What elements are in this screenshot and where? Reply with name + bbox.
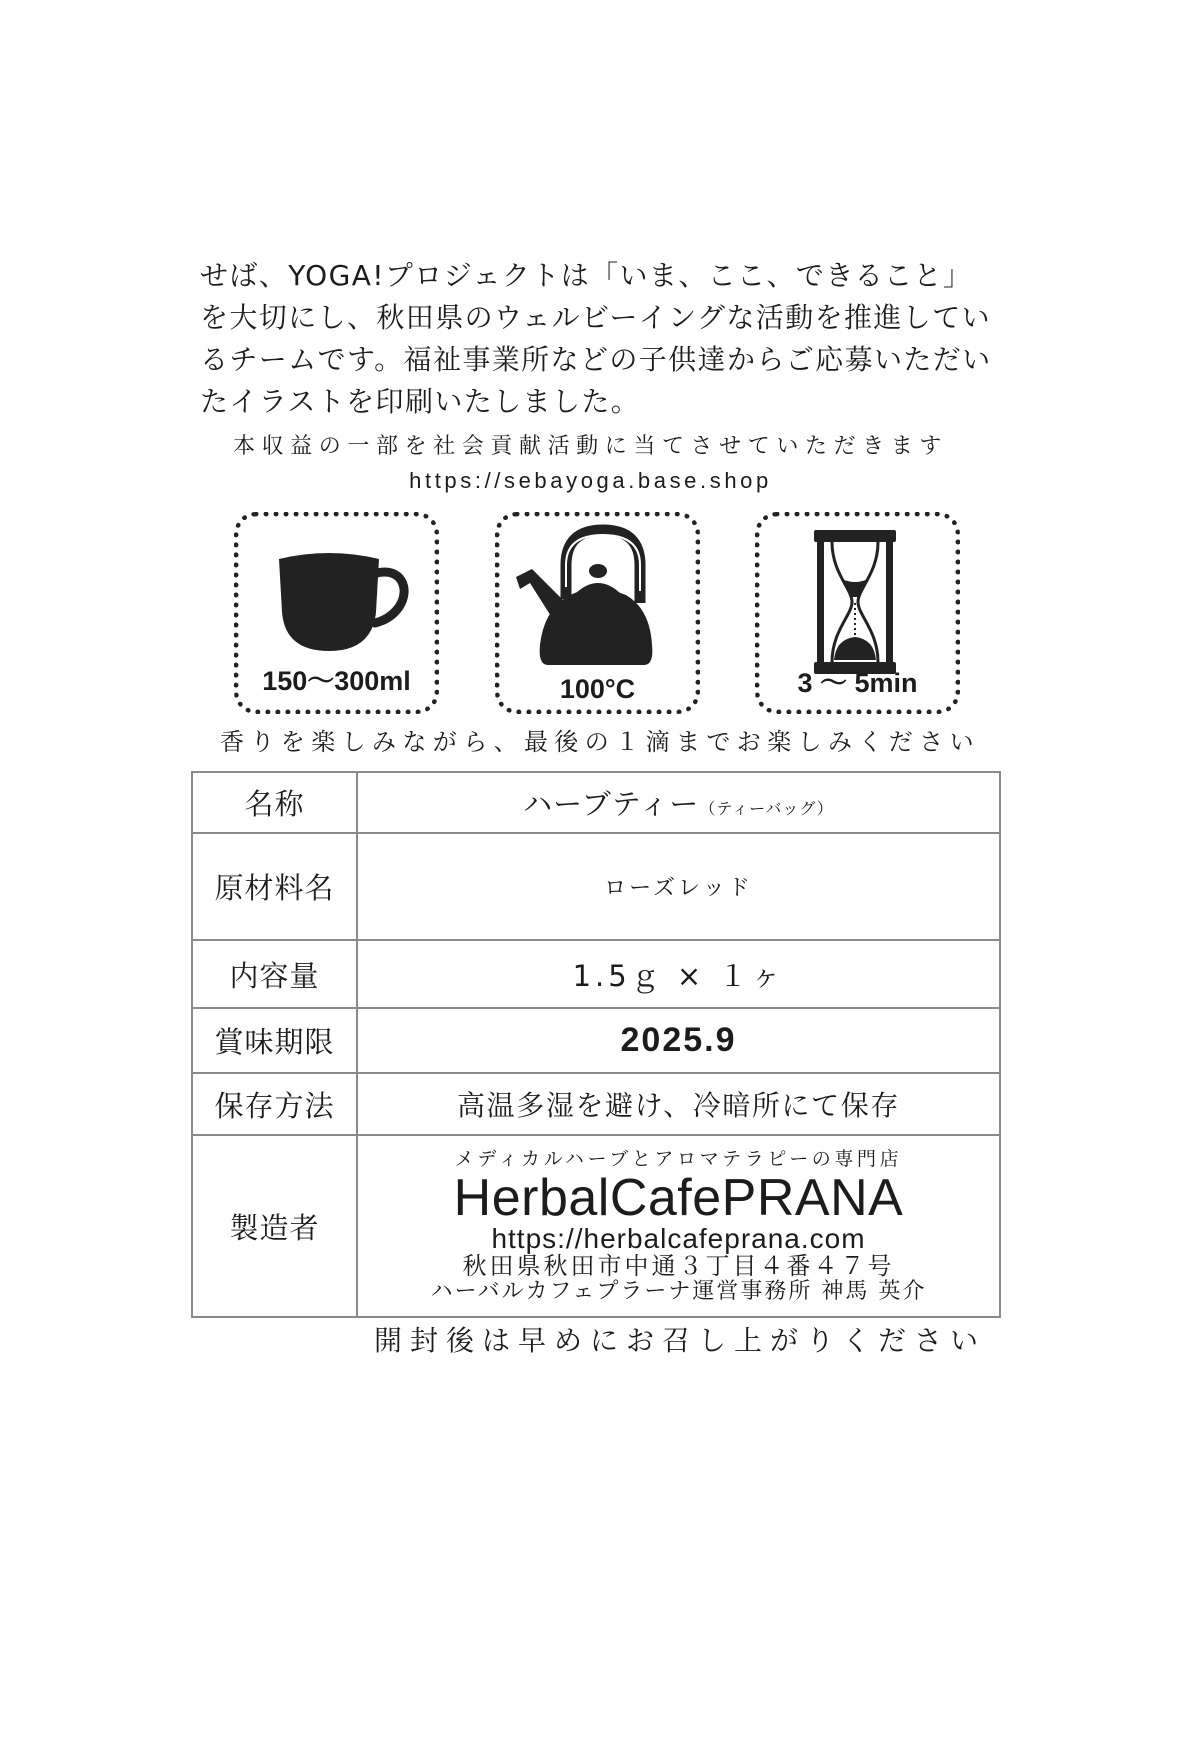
contents-value: 1.5ｇ × １ヶ <box>357 940 1000 1008</box>
row-label: 名称 <box>192 772 357 833</box>
row-label: 製造者 <box>192 1135 357 1317</box>
table-row <box>192 833 1000 940</box>
product-name-cell <box>357 772 1000 833</box>
table-row <box>192 772 1000 833</box>
cup-volume-box <box>234 512 439 714</box>
water-temperature-label: 100°C <box>559 674 636 704</box>
description-line: を大切にし、秋田県のウェルビーイングな活動を推進してい <box>200 301 992 334</box>
product-name: ハーブティー <box>523 787 700 821</box>
row-label: 内容量 <box>192 940 357 1008</box>
enjoy-tip: 香りを楽しみながら、最後の１滴までお楽しみください <box>220 728 980 756</box>
ingredients-value: ローズレッド <box>357 833 1000 940</box>
water-volume-label: 150〜300ml <box>262 666 411 696</box>
manufacturer-info <box>358 1147 999 1305</box>
storage-value: 高温多湿を避け、冷暗所にて保存 <box>357 1073 1000 1135</box>
maker-url: https://herbalcafeprana.com <box>491 1223 866 1254</box>
table-row <box>192 940 1000 1008</box>
description-line: せば、YOGA!プロジェクトは「いま、ここ、できること」 <box>200 259 973 292</box>
after-opening-note: 開封後は早めにお召し上がりください <box>373 1324 986 1357</box>
maker-name: HerbalCafePRANA <box>453 1169 904 1227</box>
table-row <box>192 1073 1000 1135</box>
table-row <box>192 1135 1000 1317</box>
steep-time-box <box>755 512 960 714</box>
row-label: 賞味期限 <box>192 1008 357 1073</box>
table-row <box>192 1008 1000 1073</box>
row-label: 保存方法 <box>192 1073 357 1135</box>
product-name-note: （ティーバッグ） <box>699 799 834 818</box>
maker-office: ハーバルカフェプラーナ運営事務所 神馬 英介 <box>430 1279 927 1304</box>
steep-time-label: 3 〜 5min <box>797 668 918 698</box>
product-spec-table <box>191 771 1001 1318</box>
best-before-value: 2025.9 <box>357 1008 1000 1073</box>
maker-tagline: メディカルハーブとアロマテラピーの専門店 <box>454 1148 903 1170</box>
water-temperature-box <box>495 512 700 714</box>
project-description <box>200 255 1020 423</box>
row-label: 原材料名 <box>192 833 357 940</box>
maker-address: 秋田県秋田市中通３丁目４番４７号 <box>462 1252 895 1280</box>
description-line: たイラストを印刷いたしました。 <box>200 385 641 418</box>
shop-url: https://sebayoga.base.shop <box>409 468 772 493</box>
manufacturer-cell <box>357 1135 1000 1317</box>
donation-notice: 本収益の一部を社会貢献活動に当てさせていただきます <box>232 434 948 459</box>
description-line: るチームです。福祉事業所などの子供達からご応募いただい <box>200 343 992 376</box>
